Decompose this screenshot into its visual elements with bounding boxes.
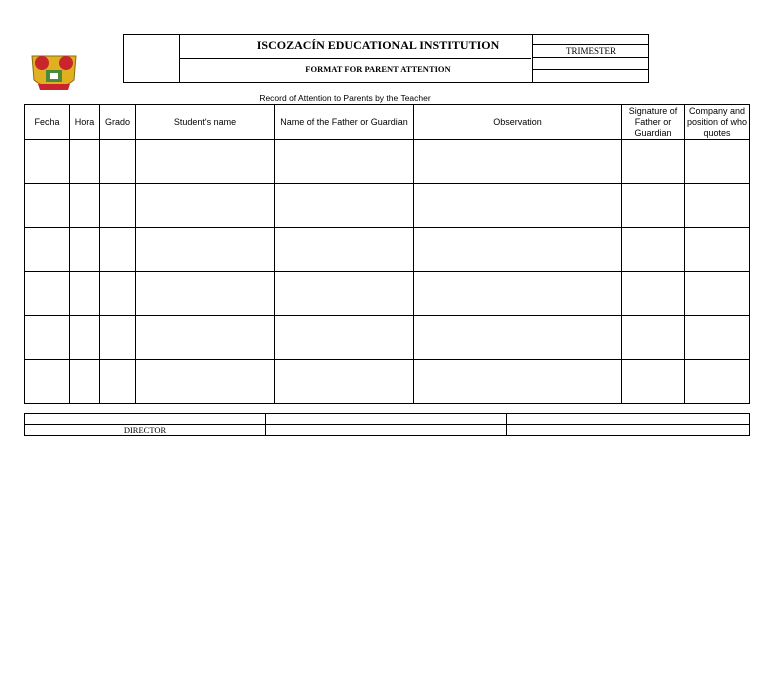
signature-line-row [25,414,750,425]
table-row [25,360,750,404]
col-signature: Signature of Father or Guardian [622,105,685,140]
col-company-position: Company and position of who quotes [685,105,750,140]
table-cell[interactable] [70,360,100,404]
signature-cell-3 [507,414,750,425]
format-title: FORMAT FOR PARENT ATTENTION [305,64,451,74]
table-cell[interactable] [25,360,70,404]
table-cell[interactable] [100,184,136,228]
table-cell[interactable] [414,360,622,404]
table-cell[interactable] [622,316,685,360]
table-cell[interactable] [622,228,685,272]
table-cell[interactable] [414,316,622,360]
table-cell[interactable] [25,228,70,272]
table-cell[interactable] [100,316,136,360]
signature-label-2 [266,425,507,436]
table-cell[interactable] [70,184,100,228]
table-cell[interactable] [100,272,136,316]
signature-label-3 [507,425,750,436]
table-cell[interactable] [685,140,750,184]
table-cell[interactable] [685,360,750,404]
col-grado: Grado [100,105,136,140]
institution-name: ISCOZACÍN EDUCATIONAL INSTITUTION [256,38,500,52]
record-caption: Record of Attention to Parents by the Teacher [259,93,431,103]
table-row [25,272,750,316]
col-hora: Hora [70,105,100,140]
table-row [25,316,750,360]
director-signature-cell [25,414,266,425]
col-fecha: Fecha [25,105,70,140]
col-father-name: Name of the Father or Guardian [275,105,414,140]
table-cell[interactable] [136,228,275,272]
col-student-name: Student's name [136,105,275,140]
table-cell[interactable] [622,360,685,404]
trimester-label: TRIMESTER [565,46,616,56]
table-row [25,140,750,184]
table-cell[interactable] [275,228,414,272]
table-cell[interactable] [100,360,136,404]
table-body [25,140,750,404]
table-cell[interactable] [685,316,750,360]
table-cell[interactable] [136,140,275,184]
table-cell[interactable] [70,140,100,184]
table-cell[interactable] [25,272,70,316]
table-cell[interactable] [414,184,622,228]
table-row [25,184,750,228]
table-cell[interactable] [100,228,136,272]
table-cell[interactable] [275,316,414,360]
table-cell[interactable] [622,140,685,184]
institution-logo [24,50,84,98]
table-cell[interactable] [414,140,622,184]
signature-table [24,413,750,436]
table-cell[interactable] [136,272,275,316]
table-cell[interactable] [622,272,685,316]
signature-cell-2 [266,414,507,425]
table-cell[interactable] [275,272,414,316]
table-cell[interactable] [622,184,685,228]
table-cell[interactable] [275,184,414,228]
table-cell[interactable] [685,184,750,228]
table-cell[interactable] [70,272,100,316]
table-cell[interactable] [275,140,414,184]
signature-label-row [25,425,750,436]
table-cell[interactable] [25,140,70,184]
table-cell[interactable] [136,316,275,360]
table-cell[interactable] [100,140,136,184]
table-cell[interactable] [414,272,622,316]
director-label: DIRECTOR [25,425,266,436]
table-cell[interactable] [685,228,750,272]
table-header-row [25,105,750,140]
table-cell[interactable] [70,228,100,272]
table-cell[interactable] [25,316,70,360]
attention-table [24,104,750,404]
table-cell[interactable] [136,184,275,228]
table-cell[interactable] [136,360,275,404]
col-observation: Observation [414,105,622,140]
table-cell[interactable] [685,272,750,316]
table-cell[interactable] [414,228,622,272]
table-row [25,228,750,272]
table-cell[interactable] [25,184,70,228]
table-cell[interactable] [70,316,100,360]
table-cell[interactable] [275,360,414,404]
